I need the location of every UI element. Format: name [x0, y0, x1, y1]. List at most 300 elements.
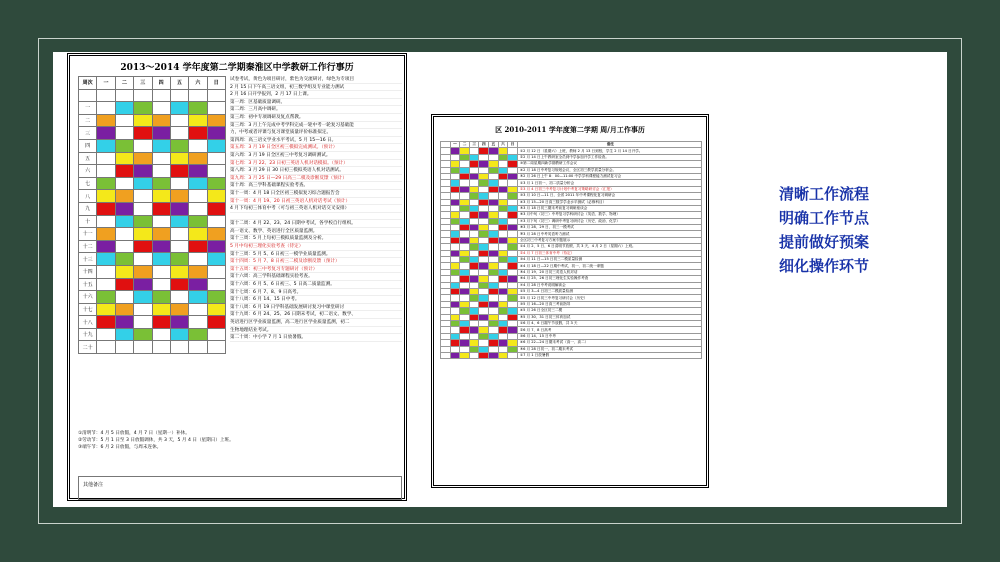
calendar-day-cell: [189, 177, 207, 190]
note-line: 高一语文、数学、英语进行全区质量监测。: [230, 228, 402, 236]
calendar-day-cell: [134, 228, 152, 241]
calendar-note-cell: ⑦4 月 28 日中考说明解读会: [517, 282, 701, 288]
note-line: 第四周：高三语文学业水平考试，5 月 15—16 日。: [230, 137, 402, 145]
note-line: 第十七周：6 月 7、8、9 日高考。: [230, 289, 402, 297]
calendar-day-cell: [152, 215, 170, 228]
calendar-day-cell: [115, 127, 133, 140]
calendar-day-cell: [134, 303, 152, 316]
calendar-day-cell: [207, 102, 225, 115]
calendar-day-cell: [134, 341, 152, 354]
calendar-header-cell: 五: [489, 142, 499, 148]
calendar-day-cell: [134, 152, 152, 165]
calendar-day-cell: [97, 152, 115, 165]
note-line: 第七周：3 月 22、23 日初三英语人机对话模拟。（预计）: [230, 160, 402, 168]
calendar-day-cell: [134, 114, 152, 127]
calendar-week-row: [79, 165, 226, 178]
note-line: 第十三周：5 月上旬初三模拟质量监测及分析。: [230, 235, 402, 243]
left-calendar-other-box: [78, 476, 402, 500]
week-label: 一: [79, 102, 97, 115]
calendar-day-cell: [97, 102, 115, 115]
calendar-day-cell: [170, 127, 188, 140]
calendar-day-cell: [97, 265, 115, 278]
calendar-day-cell: [207, 303, 225, 316]
note-line: 第十八周：6 月 14、15 日中考。: [230, 296, 402, 304]
footer-line: ①清明节：4 月 5 日放假，4 月 7 日（星期一）补休。: [78, 431, 190, 436]
calendar-day-cell: [97, 165, 115, 178]
calendar-header-cell: 五: [170, 77, 188, 90]
calendar-day-cell: [207, 127, 225, 140]
note-line: 第二周：三月高中调研。: [230, 106, 402, 114]
calendar-header-cell: 三: [134, 77, 152, 90]
week-label: 十二: [79, 240, 97, 253]
note-line: 4 月下旬初三体育中考（可与初三英语人机对话交叉安排）: [230, 205, 402, 213]
calendar-note-cell: ⑧3 月 28、29 日，初三一模考试: [517, 225, 701, 231]
calendar-day-cell: [115, 177, 133, 190]
calendar-day-cell: [189, 127, 207, 140]
calendar-day-cell: [97, 316, 115, 329]
calendar-note-cell: ①7 月 1 日放暑假: [517, 352, 701, 358]
note-line: 第十二周：4 月 22、23、24 日期中考试，各学校自行组织。: [230, 220, 402, 228]
note-line: 第一周：区基础质量调研。: [230, 99, 402, 107]
week-label: 三: [79, 127, 97, 140]
calendar-day-cell: [479, 352, 489, 358]
calendar-day-cell: [441, 352, 451, 358]
note-line: 2 月 15 日下午高三语文组，初三数学组及专业能力测试: [230, 84, 402, 92]
note-line: 第八周：3 月 29 日 30 日初三模拟英语人机对话测试。: [230, 167, 402, 175]
calendar-week-row: [79, 215, 226, 228]
calendar-day-cell: [207, 215, 225, 228]
other-label: 其他备注: [83, 482, 104, 488]
calendar-week-row: [79, 341, 226, 354]
calendar-day-cell: [134, 215, 152, 228]
week-label: 十五: [79, 278, 97, 291]
right-calendar-title: 区 2010-2011 学年度第二学期 周/月工作事历: [495, 125, 645, 134]
calendar-day-cell: [134, 127, 152, 140]
calendar-day-cell: [152, 177, 170, 190]
calendar-day-cell: [152, 139, 170, 152]
note-line: 第九周：3 月 25 日—29 日高三二模及诊断反馈（预计）: [230, 175, 402, 183]
calendar-day-cell: [170, 114, 188, 127]
calendar-week-row: [79, 328, 226, 341]
calendar-week-row: [79, 139, 226, 152]
week-label: 七: [79, 177, 97, 190]
note-line: 第十周：高三学科基础课程实验考查。: [230, 182, 402, 190]
left-calendar-footer: [78, 430, 402, 451]
calendar-day-cell: [115, 278, 133, 291]
calendar-day-cell: [207, 240, 225, 253]
calendar-day-cell: [115, 328, 133, 341]
calendar-day-cell: [170, 139, 188, 152]
calendar-note-cell: ⑤5 月 30、31 日初三体育加试: [517, 314, 701, 320]
calendar-header-cell: 四: [479, 142, 489, 148]
calendar-day-cell: [115, 152, 133, 165]
calendar-note-cell: ④6 月 22—24 日期末考试（高一、高二）: [517, 340, 701, 346]
calendar-day-cell: [115, 265, 133, 278]
calendar-day-cell: [152, 127, 170, 140]
calendar-day-cell: [152, 341, 170, 354]
week-label: [79, 89, 97, 102]
calendar-day-cell: [469, 352, 479, 358]
calendar-day-cell: [170, 190, 188, 203]
calendar-day-cell: [97, 202, 115, 215]
calendar-day-cell: [207, 202, 225, 215]
calendar-day-cell: [97, 228, 115, 241]
calendar-day-cell: [189, 303, 207, 316]
calendar-day-cell: [189, 291, 207, 304]
left-calendar-grid: [78, 76, 226, 354]
calendar-note-cell: ④2 月 18 日中考复习规划会议，全区初三教学质量分析会。: [517, 167, 701, 173]
note-line: 第十四周：5 月 7、8 日初三二模及诊断反馈（预计）: [230, 258, 402, 266]
calendar-day-cell: [134, 102, 152, 115]
calendar-day-cell: [134, 165, 152, 178]
calendar-day-cell: [207, 139, 225, 152]
calendar-week-row: [79, 190, 226, 203]
calendar-day-cell: [170, 278, 188, 291]
calendar-header-cell: 四: [152, 77, 170, 90]
calendar-week-row: [79, 228, 226, 241]
week-label: 八: [79, 190, 97, 203]
calendar-day-cell: [115, 114, 133, 127]
week-label: 十八: [79, 316, 97, 329]
calendar-day-cell: [189, 139, 207, 152]
calendar-note-cell: ⑤3 月 18 日初三期末考前复习调研座谈会: [517, 205, 701, 211]
calendar-week-row: [79, 102, 226, 115]
calendar-note-cell: ④4 月 18 日—22 日期中考试，初一、初二统一命题: [517, 263, 701, 269]
calendar-day-cell: [170, 152, 188, 165]
calendar-day-cell: [115, 228, 133, 241]
left-calendar-title: 2013～2014 学年度第二学期秦淮区中学教研工作行事历: [120, 63, 354, 73]
calendar-day-cell: [115, 303, 133, 316]
calendar-day-cell: [134, 240, 152, 253]
right-calendar-document: [431, 114, 709, 488]
calendar-day-cell: [450, 352, 460, 358]
calendar-day-cell: [152, 240, 170, 253]
calendar-day-cell: [170, 215, 188, 228]
calendar-week-row: [79, 89, 226, 102]
week-label: 十七: [79, 303, 97, 316]
slogan-4: 细化操作环节: [779, 257, 870, 275]
calendar-day-cell: [170, 316, 188, 329]
calendar-row: [441, 352, 702, 358]
week-label: 十六: [79, 291, 97, 304]
calendar-note-cell: ②2 月 14 日上午教研室全员到中学参加开学工作检查。: [517, 154, 701, 160]
note-line: 第十三周：5 月 5、6 日初三一模学业质量监测。: [230, 251, 402, 259]
calendar-note-cell: ②3 月 4 日初三中考复习计划中考复习策略研讨会（汇报）: [517, 186, 701, 192]
calendar-day-cell: [170, 291, 188, 304]
calendar-day-cell: [207, 316, 225, 329]
calendar-day-cell: [152, 202, 170, 215]
calendar-day-cell: [189, 152, 207, 165]
calendar-day-cell: [97, 215, 115, 228]
calendar-day-cell: [189, 89, 207, 102]
calendar-day-cell: [97, 278, 115, 291]
right-calendar-grid: [440, 141, 702, 359]
note-line: 5 月中旬初三理化实验考查（待定）: [230, 243, 402, 251]
calendar-day-cell: [115, 215, 133, 228]
calendar-note-cell: ③3 月 10 日—11 日，全省 2011 年中考课程化复习调研会: [517, 193, 701, 199]
calendar-day-cell: [189, 215, 207, 228]
calendar-day-cell: [97, 328, 115, 341]
calendar-day-cell: [134, 190, 152, 203]
footer-line: ②劳动节：5 月 1 日至 3 日放假调休，共 3 天，5 月 4 日（星期日）上班。: [78, 438, 234, 443]
calendar-day-cell: [207, 328, 225, 341]
calendar-note-cell: ①5 月 3—4 日初三二模质量检测: [517, 288, 701, 294]
note-line: 第十一周：4 月 18 日全区初三模拟复习综合题报告会: [230, 190, 402, 198]
calendar-note-cell: ②6 月 7、8 日高考: [517, 327, 701, 333]
calendar-header-cell: 六: [189, 77, 207, 90]
calendar-week-row: [79, 202, 226, 215]
calendar-header-cell: 备注: [517, 142, 701, 148]
calendar-day-cell: [134, 265, 152, 278]
calendar-day-cell: [207, 165, 225, 178]
calendar-day-cell: [115, 89, 133, 102]
calendar-day-cell: [189, 114, 207, 127]
note-line: 第十八周：6 月 19 日学科基础发展研讨复习中课堂研讨: [230, 304, 402, 312]
week-label: 五: [79, 152, 97, 165]
calendar-day-cell: [207, 278, 225, 291]
calendar-note-cell: ①4 月 2、5 日、6 日清明节放假，共 3 天，4 月 2 日（星期六）上班。: [517, 244, 701, 250]
note-line: 力，中考或者评课与复习课堂质量评价标准拟定。: [230, 129, 402, 137]
calendar-day-cell: [97, 89, 115, 102]
calendar-day-cell: [170, 265, 188, 278]
slogan-2: 明确工作节点: [779, 209, 870, 227]
calendar-day-cell: [170, 303, 188, 316]
calendar-note-cell: ⑤2 月 26 日上午 8：00—11:00 中学学科课程能力测试复习会: [517, 173, 701, 179]
calendar-week-row: [79, 278, 226, 291]
note-line: 第三周：3 月上午完成中考学科完成一轮中考一轮复习基础能: [230, 122, 402, 130]
week-label: 十九: [79, 328, 97, 341]
calendar-day-cell: [97, 190, 115, 203]
note-line: 第六周：3 月 19 日全区初三中考复习调研测试。: [230, 152, 402, 160]
week-label: 九: [79, 202, 97, 215]
calendar-header-cell: 三: [469, 142, 479, 148]
calendar-note-cell: ③6 月 14、15 日中考: [517, 333, 701, 339]
calendar-day-cell: [152, 316, 170, 329]
week-label: 二十: [79, 341, 97, 354]
calendar-day-cell: [152, 328, 170, 341]
footer-line: ③端午节：6 月 2 日放假，与周末连休。: [78, 445, 162, 450]
calendar-day-cell: [134, 291, 152, 304]
calendar-day-cell: [207, 291, 225, 304]
calendar-day-cell: [189, 228, 207, 241]
calendar-day-cell: [152, 265, 170, 278]
left-calendar-notes: [230, 76, 402, 342]
week-label: 六: [79, 165, 97, 178]
calendar-week-row: [79, 240, 226, 253]
calendar-header-cell: 二: [115, 77, 133, 90]
calendar-day-cell: [115, 253, 133, 266]
calendar-day-cell: [170, 240, 188, 253]
calendar-note-cell: ②5 月 12 日初三中考复习研讨会（历史）: [517, 295, 701, 301]
calendar-day-cell: [189, 102, 207, 115]
calendar-day-cell: [115, 316, 133, 329]
calendar-day-cell: [97, 291, 115, 304]
calendar-day-cell: [207, 253, 225, 266]
calendar-day-cell: [170, 102, 188, 115]
left-calendar-document: [67, 53, 407, 501]
calendar-week-row: [79, 316, 226, 329]
note-line: 第十六周：6 月 5、6 日初三、5 日高二质量监测。: [230, 281, 402, 289]
calendar-day-cell: [189, 202, 207, 215]
note-line: 第五周：3 月 19 日全区初三模拟完成测试。（预计）: [230, 144, 402, 152]
calendar-day-cell: [170, 202, 188, 215]
calendar-header-cell: 日: [207, 77, 225, 90]
note-line: 试卷考试，黄色为项目研讨，紫色为交流研讨，绿色为专项目: [230, 76, 402, 84]
note-line: 2 月 16 日开学报到，2 月 17 日上课。: [230, 91, 402, 99]
calendar-day-cell: [170, 253, 188, 266]
calendar-day-cell: [189, 341, 207, 354]
calendar-day-cell: [207, 228, 225, 241]
calendar-note-cell: ①3 月 1 日初一、初二质量分析会: [517, 180, 701, 186]
calendar-day-cell: [207, 341, 225, 354]
calendar-day-cell: [115, 240, 133, 253]
calendar-day-cell: [97, 240, 115, 253]
note-line: 第三周：初中专项调研及复点帮教。: [230, 114, 402, 122]
calendar-week-row: [79, 265, 226, 278]
slogan-1: 清晰工作流程: [779, 185, 870, 203]
calendar-day-cell: [134, 253, 152, 266]
calendar-day-cell: [170, 228, 188, 241]
slogan-3: 提前做好预案: [779, 233, 870, 251]
calendar-day-cell: [170, 328, 188, 341]
note-line: 第十五周：初三中考复习专题研讨（预计）: [230, 266, 402, 274]
calendar-day-cell: [207, 177, 225, 190]
calendar-note-cell: ⑥3 月中旬（初三）中考复习学科研讨会（英语、数学、物理）: [517, 212, 701, 218]
calendar-day-cell: [115, 102, 133, 115]
calendar-day-cell: [115, 139, 133, 152]
calendar-day-cell: [207, 190, 225, 203]
calendar-day-cell: [97, 139, 115, 152]
calendar-day-cell: [489, 352, 499, 358]
calendar-week-row: [79, 127, 226, 140]
calendar-day-cell: [97, 303, 115, 316]
calendar-day-cell: [115, 202, 133, 215]
calendar-day-cell: [152, 102, 170, 115]
calendar-note-cell: ③4 月 11 日—15 日初三二模质量检测: [517, 257, 701, 263]
calendar-day-cell: [97, 253, 115, 266]
calendar-week-row: [79, 253, 226, 266]
calendar-day-cell: [189, 190, 207, 203]
note-line: 生物地理结业考试。: [230, 327, 402, 335]
calendar-day-cell: [189, 165, 207, 178]
calendar-day-cell: [115, 190, 133, 203]
calendar-day-cell: [152, 190, 170, 203]
calendar-day-cell: [170, 177, 188, 190]
week-label: 十四: [79, 265, 97, 278]
calendar-note-cell: ⑤6 月 28 日初一、初二期末考试: [517, 346, 701, 352]
calendar-day-cell: [134, 278, 152, 291]
calendar-week-row: [79, 152, 226, 165]
calendar-day-cell: [152, 114, 170, 127]
calendar-day-cell: [134, 139, 152, 152]
note-line: [230, 213, 402, 221]
note-line: 英语进行区学业质量监测，高二进行区学业质量监测，初二: [230, 319, 402, 327]
calendar-day-cell: [170, 341, 188, 354]
calendar-day-cell: [134, 177, 152, 190]
calendar-day-cell: [460, 352, 470, 358]
calendar-day-cell: [134, 89, 152, 102]
calendar-week-row: [79, 114, 226, 127]
calendar-day-cell: [134, 316, 152, 329]
calendar-note-cell: ①2 月 12 日（星期六）上班，教师 2 月 13 日到校，学生 2 月 14 日开学。: [517, 148, 701, 154]
calendar-day-cell: [115, 341, 133, 354]
note-line: 第二十周：中小学 7 月 1 日放暑假。: [230, 334, 402, 342]
slogan-list: [779, 182, 929, 278]
calendar-day-cell: [498, 352, 508, 358]
calendar-header-cell: 一: [97, 77, 115, 90]
calendar-day-cell: [97, 127, 115, 140]
calendar-day-cell: [152, 228, 170, 241]
calendar-day-cell: [152, 253, 170, 266]
calendar-day-cell: [189, 253, 207, 266]
calendar-note-cell: ④5 月 26 日全区初三二模: [517, 308, 701, 314]
calendar-day-cell: [189, 265, 207, 278]
calendar-day-cell: [152, 89, 170, 102]
calendar-header-cell: 日: [508, 142, 518, 148]
calendar-day-cell: [152, 152, 170, 165]
week-label: 十一: [79, 228, 97, 241]
calendar-note-cell: ③5 月 16—20 日高三考前指导: [517, 301, 701, 307]
calendar-day-cell: [134, 202, 152, 215]
calendar-day-cell: [152, 278, 170, 291]
calendar-header-cell: 一: [450, 142, 460, 148]
calendar-header-cell: 六: [498, 142, 508, 148]
week-label: 十三: [79, 253, 97, 266]
calendar-day-cell: [152, 165, 170, 178]
calendar-day-cell: [207, 265, 225, 278]
calendar-day-cell: [134, 328, 152, 341]
calendar-note-cell: 全区初三中考复习方案专题展示: [517, 237, 701, 243]
calendar-day-cell: [189, 328, 207, 341]
calendar-day-cell: [115, 291, 133, 304]
note-line: 第十六周：高三学科基础课程实验考查。: [230, 273, 402, 281]
calendar-day-cell: [207, 152, 225, 165]
calendar-week-row: [79, 177, 226, 190]
calendar-header-cell: 周次: [79, 77, 97, 90]
week-label: 二: [79, 114, 97, 127]
calendar-day-cell: [97, 114, 115, 127]
calendar-day-cell: [115, 165, 133, 178]
calendar-day-cell: [207, 89, 225, 102]
calendar-note-cell: ①6 月 4、6 日端午节放假，共 3 天: [517, 320, 701, 326]
calendar-day-cell: [189, 240, 207, 253]
calendar-note-cell: ④3 月 15—20 日高三数学学业水平测试（必修科目）: [517, 199, 701, 205]
calendar-day-cell: [170, 89, 188, 102]
calendar-day-cell: [207, 114, 225, 127]
note-line: 第十一周：4 月 19、20 日初三英语人机对话考试（预计）: [230, 198, 402, 206]
calendar-header-cell: 二: [460, 142, 470, 148]
week-label: 十: [79, 215, 97, 228]
note-line: 第十九周：6 月 24、25、26 日期末考试，初二语文、数学、: [230, 311, 402, 319]
calendar-day-cell: [152, 303, 170, 316]
calendar-day-cell: [97, 341, 115, 354]
week-label: 四: [79, 139, 97, 152]
calendar-note-cell: ⑤4 月 19、20 日初三英语人机对话: [517, 269, 701, 275]
calendar-week-row: [79, 291, 226, 304]
calendar-week-row: [79, 303, 226, 316]
calendar-day-cell: [170, 165, 188, 178]
calendar-note-cell: ②4 月 7 日初三体育中考（待定）: [517, 250, 701, 256]
calendar-note-cell: ⑥4 月 25、26 日初三理化生实验操作考查: [517, 276, 701, 282]
calendar-day-cell: [508, 352, 518, 358]
calendar-day-cell: [97, 177, 115, 190]
calendar-day-cell: [152, 291, 170, 304]
calendar-note-cell: ⑦3 月下旬（初三）调研中考复习研讨会（历史、政治、化学）: [517, 218, 701, 224]
calendar-day-cell: [189, 278, 207, 291]
calendar-day-cell: [189, 316, 207, 329]
calendar-note-cell: ⑨3 月 28 日中考英语听力测试: [517, 231, 701, 237]
calendar-note-cell: ③第二周星期四新学期教研工作会议: [517, 161, 701, 167]
